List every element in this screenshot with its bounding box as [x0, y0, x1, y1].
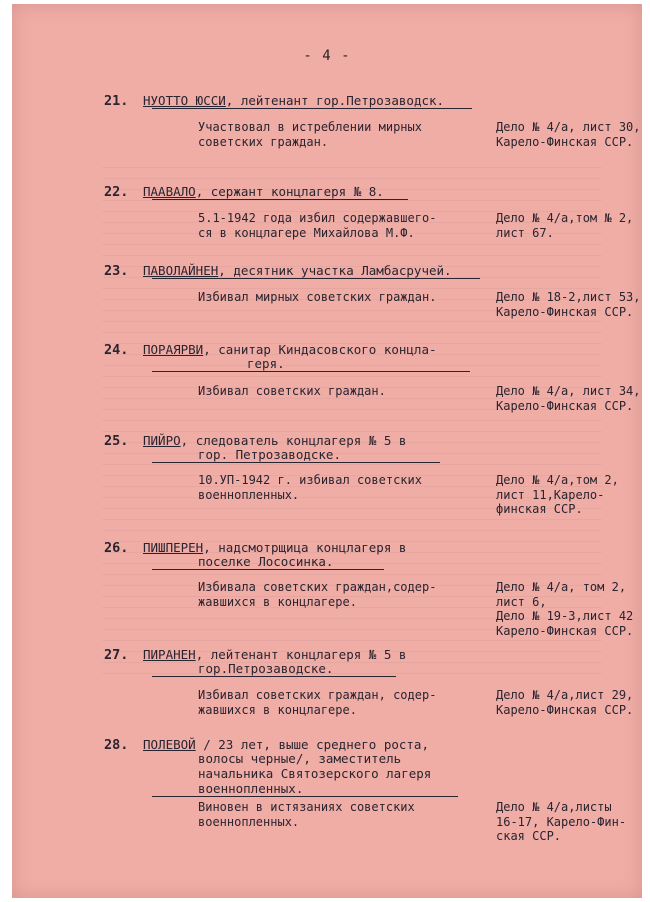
heading-underline [152, 278, 480, 279]
heading-underline [152, 676, 396, 677]
entry-description: Участвовал в истреблении мирных советских граждан. [198, 120, 422, 149]
entry-description: Избивал советских граждан, содер- жавшихся в концлагере. [198, 688, 437, 717]
case-reference: Дело № 4/а, лист 34, Карело-Финская ССР. [496, 384, 641, 413]
entry-number: 22. [104, 184, 129, 200]
entry-heading-continuation: волосы черные/, заместитель начальника Святозерского лагеря военнопленных. [198, 751, 432, 796]
heading-underline [152, 108, 472, 109]
entry-description: Избивал советских граждан. [198, 384, 386, 398]
entry-number: 26. [104, 540, 129, 556]
person-role: , лейтенант концлагеря № 5 в [195, 647, 407, 662]
person-name: НУОТТО ЮССИ [143, 93, 226, 108]
person-name: ПААВАЛО [143, 184, 196, 199]
entry-number: 21. [104, 93, 129, 109]
case-reference: Дело № 18-2,лист 53, Карело-Финская ССР. [496, 290, 641, 319]
person-name: ПИЙРО [143, 433, 181, 448]
person-name: ПОРАЯРВИ [143, 342, 204, 357]
person-name: ПОЛЕВОЙ [143, 737, 196, 752]
case-reference: Дело № 4/а,том 2, лист 11,Карело- финская ССР. [496, 473, 619, 516]
entry-description: Избивала советских граждан,содер- жавшихся в концлагере. [198, 580, 437, 609]
entry-heading [143, 647, 406, 662]
person-role: , десятник участка Ламбасручей. [218, 263, 452, 278]
person-name: ПИШПЕРЕН [143, 540, 204, 555]
entry-number: 23. [104, 263, 129, 279]
person-role: , лейтенант гор.Петрозаводск. [225, 93, 445, 108]
entry-heading-continuation: геря. [247, 356, 285, 371]
case-reference: Дело № 4/а,лист 29, Карело-Финская ССР. [496, 688, 634, 717]
document-page [12, 4, 642, 898]
entry-heading-continuation: гор. Петрозаводске. [198, 447, 341, 462]
page-number: - 4 - [303, 48, 351, 64]
heading-underline [152, 371, 470, 372]
case-reference: Дело № 4/а,том № 2, лист 67. [496, 211, 634, 240]
entry-heading-continuation: гор.Петрозаводске. [198, 661, 334, 676]
entry-heading [143, 93, 444, 108]
case-reference: Дело № 4/а, том 2, лист 6, Дело № 19-3,лист 42 Карело-Финская ССР. [496, 580, 634, 638]
entry-number: 25. [104, 433, 129, 449]
heading-underline [152, 462, 440, 463]
person-role: / 23 лет, выше среднего роста, [195, 737, 429, 752]
entry-heading [143, 433, 406, 448]
entry-description: 5.1-1942 года избил содержавшего- ся в концлагере Михайлова М.Ф. [198, 211, 437, 240]
person-name: ПИРАНЕН [143, 647, 196, 662]
entry-heading-continuation: поселке Лососинка. [198, 554, 334, 569]
case-reference: Дело № 4/а, лист 30, Карело-Финская ССР. [496, 120, 641, 149]
entry-number: 24. [104, 342, 129, 358]
entry-heading [143, 540, 406, 555]
entry-description: Избивал мирных советских граждан. [198, 290, 437, 304]
entry-number: 27. [104, 647, 129, 663]
person-role: , санитар Киндасовского концла- [203, 342, 437, 357]
entry-description: Виновен в истязаниях советских военнопленных. [198, 800, 415, 829]
entry-heading [143, 263, 452, 278]
person-role: , сержант концлагеря № 8. [195, 184, 384, 199]
person-role: , следователь концлагеря № 5 в [180, 433, 407, 448]
heading-underline [152, 569, 384, 570]
person-name: ПАВОЛАЙНЕН [143, 263, 219, 278]
person-role: , надсмотрщица концлагеря в [203, 540, 407, 555]
entry-heading [143, 342, 437, 357]
entry-heading [143, 184, 384, 199]
heading-underline [152, 199, 408, 200]
entry-number: 28. [104, 737, 129, 753]
entry-description: 10.УП-1942 г. избивал советских военнопленных. [198, 473, 422, 502]
case-reference: Дело № 4/а,листы 16-17, Карело-Фин- ская ССР. [496, 800, 627, 843]
entry-heading [143, 737, 429, 752]
heading-underline [152, 796, 458, 797]
